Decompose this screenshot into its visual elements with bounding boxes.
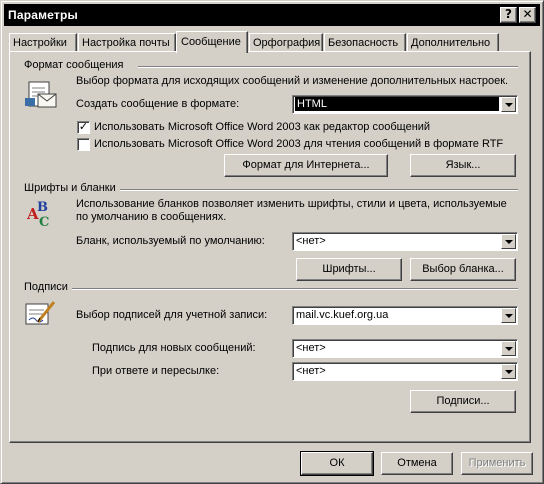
default-stationery-label: Бланк, используемый по умолчанию: <box>76 235 265 247</box>
use-word-rtf-label[interactable]: Использовать Microsoft Office Word 2003 для чтения сообщений в формате RTF <box>94 138 504 150</box>
ok-button[interactable] <box>301 452 373 475</box>
button-label: Выбор бланка... <box>422 263 504 275</box>
signature-account-value: mail.vc.kuef.org.ua <box>296 309 389 321</box>
section-heading-message-format: Формат сообщения <box>24 59 124 71</box>
svg-text:A: A <box>27 205 39 223</box>
cancel-button[interactable] <box>381 452 453 475</box>
section-divider <box>138 66 518 68</box>
tab-mail-setup[interactable] <box>78 33 176 52</box>
tab-label: Дополнительно <box>411 37 491 49</box>
tab-label: Орфография <box>253 37 321 49</box>
svg-text:C: C <box>39 215 50 230</box>
chevron-down-icon[interactable] <box>501 341 516 356</box>
tab-advanced[interactable] <box>407 33 499 52</box>
tab-label: Сообщение <box>181 36 241 48</box>
help-button[interactable] <box>500 7 517 23</box>
button-label: Подписи... <box>436 395 490 407</box>
button-label: Отмена <box>397 457 437 469</box>
tab-spelling[interactable] <box>249 33 323 52</box>
tab-security[interactable] <box>324 33 406 52</box>
button-label: Применить <box>468 457 526 469</box>
section-heading-stationery: Шрифты и бланки <box>24 182 116 194</box>
button-label: Шрифты... <box>322 263 376 275</box>
compose-format-select[interactable] <box>292 95 518 114</box>
tab-label: Настройка почты <box>82 37 170 49</box>
signature-account-label: Выбор подписей для учетной записи: <box>76 309 268 321</box>
help-icon: ? <box>505 7 512 21</box>
tab-panel-message <box>9 51 531 443</box>
new-message-signature-label: Подпись для новых сообщений: <box>92 342 256 354</box>
reply-signature-label: При ответе и пересылке: <box>92 365 220 377</box>
signature-account-select[interactable] <box>292 306 518 325</box>
section-heading-signatures: Подписи <box>24 281 68 293</box>
language-button[interactable] <box>410 154 516 177</box>
apply-button <box>461 452 533 475</box>
button-label: Язык... <box>445 159 481 171</box>
compose-format-label: Создать сообщение в формате: <box>76 98 240 110</box>
use-word-editor-checkbox[interactable] <box>77 121 90 134</box>
stationery-description-line1: Использование бланков позволяет изменить шрифты, стили и цвета, используемые <box>76 198 507 210</box>
chevron-down-icon[interactable] <box>501 234 516 249</box>
signature-icon <box>24 298 58 328</box>
default-stationery-select[interactable] <box>292 232 518 251</box>
use-word-rtf-checkbox[interactable] <box>77 138 90 151</box>
message-format-icon <box>24 80 58 110</box>
close-icon: ✕ <box>522 7 533 21</box>
tab-label: Безопасность <box>328 37 399 49</box>
close-button[interactable] <box>519 7 536 23</box>
stationery-description-line2: по умолчанию в сообщениях. <box>76 211 227 223</box>
compose-format-value: HTML <box>295 97 499 111</box>
chevron-down-icon[interactable] <box>501 308 516 323</box>
window-title: Параметры <box>8 8 78 22</box>
reply-signature-select[interactable] <box>292 362 518 381</box>
chevron-down-icon[interactable] <box>501 97 516 112</box>
fonts-button[interactable] <box>296 258 402 281</box>
internet-format-button[interactable] <box>224 154 388 177</box>
signatures-button[interactable] <box>410 390 516 413</box>
tab-settings[interactable] <box>9 33 77 52</box>
new-message-signature-value: <нет> <box>296 342 326 354</box>
tab-label: Настройки <box>13 37 67 49</box>
checkmark-icon: ✓ <box>78 120 89 133</box>
use-word-editor-label[interactable]: Использовать Microsoft Office Word 2003 как редактор сообщений <box>94 121 431 133</box>
button-label: Формат для Интернета... <box>242 159 370 171</box>
title-bar[interactable] <box>4 4 540 26</box>
default-stationery-value: <нет> <box>296 235 326 247</box>
message-format-description: Выбор формата для исходящих сообщений и изменение дополнительных настроек. <box>76 75 509 87</box>
section-divider <box>120 189 518 191</box>
reply-signature-value: <нет> <box>296 365 326 377</box>
chevron-down-icon[interactable] <box>501 364 516 379</box>
button-label: ОК <box>329 457 345 469</box>
abc-fonts-icon <box>24 198 56 230</box>
tab-message[interactable] <box>176 31 248 53</box>
svg-text:B: B <box>37 200 48 215</box>
new-message-signature-select[interactable] <box>292 339 518 358</box>
stationery-picker-button[interactable] <box>410 258 516 281</box>
section-divider <box>72 288 518 290</box>
